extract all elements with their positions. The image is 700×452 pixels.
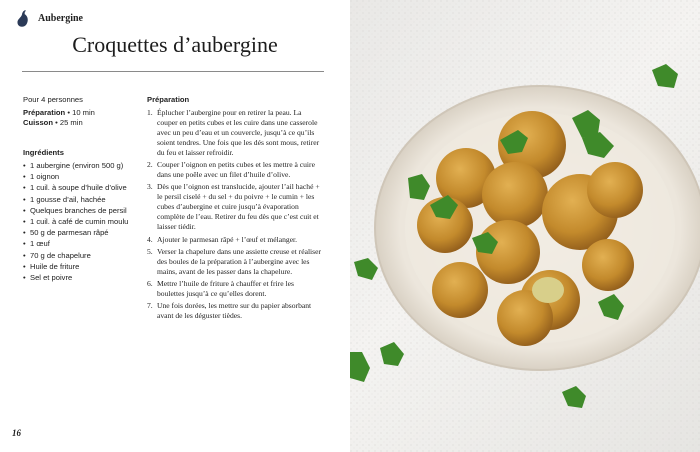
preparation-column: [147, 95, 322, 323]
ingredient-item: • Sel et poivre: [23, 273, 133, 283]
step-item: 2. Couper l’oignon en petits cubes et les mettre à cuire dans une poêle avec un filet d’huile d’olive.: [147, 160, 322, 180]
ingredient-item: • Quelques branches de persil: [23, 206, 133, 216]
recipe-meta-column: [23, 95, 133, 284]
croquette: [587, 162, 643, 218]
cook-time-value: 25 min: [59, 118, 83, 127]
step-item: 5. Verser la chapelure dans une assiette creuse et réaliser des boules de la préparation à l’aubergine avec les mains, avant de les passer dans la chapelure.: [147, 246, 322, 276]
cook-time-label: Cuisson: [23, 118, 53, 127]
step-text: Mettre l’huile de friture à chauffer et frire les boulettes jusqu’à ce qu’elles dorent.: [157, 278, 294, 298]
step-item: 7. Une fois dorées, les mettre sur du papier absorbant avant de les déguster tièdes.: [147, 301, 322, 321]
ingredient-item: • Huile de friture: [23, 262, 133, 272]
servings: Pour 4 personnes: [23, 95, 83, 104]
ingredient-item: • 1 œuf: [23, 239, 133, 249]
step-text: Couper l’oignon en petits cubes et les mettre à cuire dans une poêle avec un filet d’huile d’olive.: [157, 160, 315, 180]
ingredients-list: [23, 161, 133, 283]
ingredient-item: • 1 aubergine (environ 500 g): [23, 161, 133, 171]
step-text: Ajouter le parmesan râpé + l’œuf et mélanger.: [157, 234, 298, 244]
prep-time-value: 10 min: [72, 108, 95, 117]
ingredient-item: • 50 g de parmesan râpé: [23, 228, 133, 238]
ingredient-item: • 1 cuil. à soupe d’huile d’olive: [23, 183, 133, 193]
ingredient-item: • 1 cuil. à café de cumin moulu: [23, 217, 133, 227]
step-text: Une fois dorées, les mettre sur du papier absorbant avant de les déguster tièdes.: [157, 301, 312, 321]
ingredient-item: • 1 gousse d’ail, hachée: [23, 195, 133, 205]
croquettes-plate-image: [350, 0, 700, 452]
step-item: 1. Éplucher l’aubergine pour en retirer la peau. La couper en petits cubes et les cuire dans une casserole avec un peu d’eau et un couvercle, jusqu’à ce qu’ils soient tendres. Une fois que les dés sont mous, retirer du feu et laisser refroidir.: [147, 108, 322, 158]
aubergine-icon: [16, 10, 30, 28]
step-text: Verser la chapelure dans une assiette creuse et réaliser des boules de la préparation à l’aubergine avec les mains, avant de les passer dans la chapelure.: [157, 246, 322, 276]
chapter-label: Aubergine: [38, 13, 83, 24]
recipe-title: Croquettes d’aubergine: [72, 32, 278, 57]
ingredient-item: • 70 g de chapelure: [23, 251, 133, 261]
title-divider: [22, 71, 324, 72]
preparation-steps: [147, 108, 322, 321]
ingredients-heading: Ingrédients: [23, 148, 64, 157]
croquette: [482, 162, 548, 228]
preparation-heading: Préparation: [147, 95, 190, 104]
step-text: Éplucher l’aubergine pour en retirer la peau. La couper en petits cubes et les cuire dans une casserole avec un peu d’eau et un couvercle, jusqu’à ce qu’ils soient tendres. Une fois que les dés sont mous, retirer du feu et laisser refroidir.: [157, 108, 320, 157]
ingredient-item: • 1 oignon: [23, 172, 133, 182]
food-photo: [350, 0, 700, 452]
step-item: 3. Dès que l’oignon est translucide, ajouter l’ail haché + le persil ciselé + du sel + du poivre + le cumin + les cubes d’aubergine et cuire jusqu’à évaporation complète de l’eau. Retirer du feu dès que c’est cuit et laisser tiédir.: [147, 182, 322, 232]
step-item: 6. Mettre l’huile de friture à chauffer et frire les boulettes jusqu’à ce qu’elles dorent.: [147, 279, 322, 299]
step-text: Dès que l’oignon est translucide, ajouter l’ail haché + le persil ciselé + du sel + du poivre + le cumin + les cubes d’aubergine et cuire jusqu’à évaporation complète de l’eau. Retirer du feu dès que c’est cuit et laisser tiédir.: [157, 182, 320, 232]
prep-time-label: Préparation: [23, 108, 66, 117]
croquette: [432, 262, 488, 318]
cook-time: Cuisson • 25 min: [23, 118, 83, 127]
step-item: 4. Ajouter le parmesan râpé + l’œuf et mélanger.: [147, 234, 298, 244]
prep-time: Préparation • 10 min: [23, 108, 95, 117]
croquette: [582, 239, 634, 291]
page-number: 16: [12, 428, 21, 438]
croquette-cut: [532, 277, 564, 303]
